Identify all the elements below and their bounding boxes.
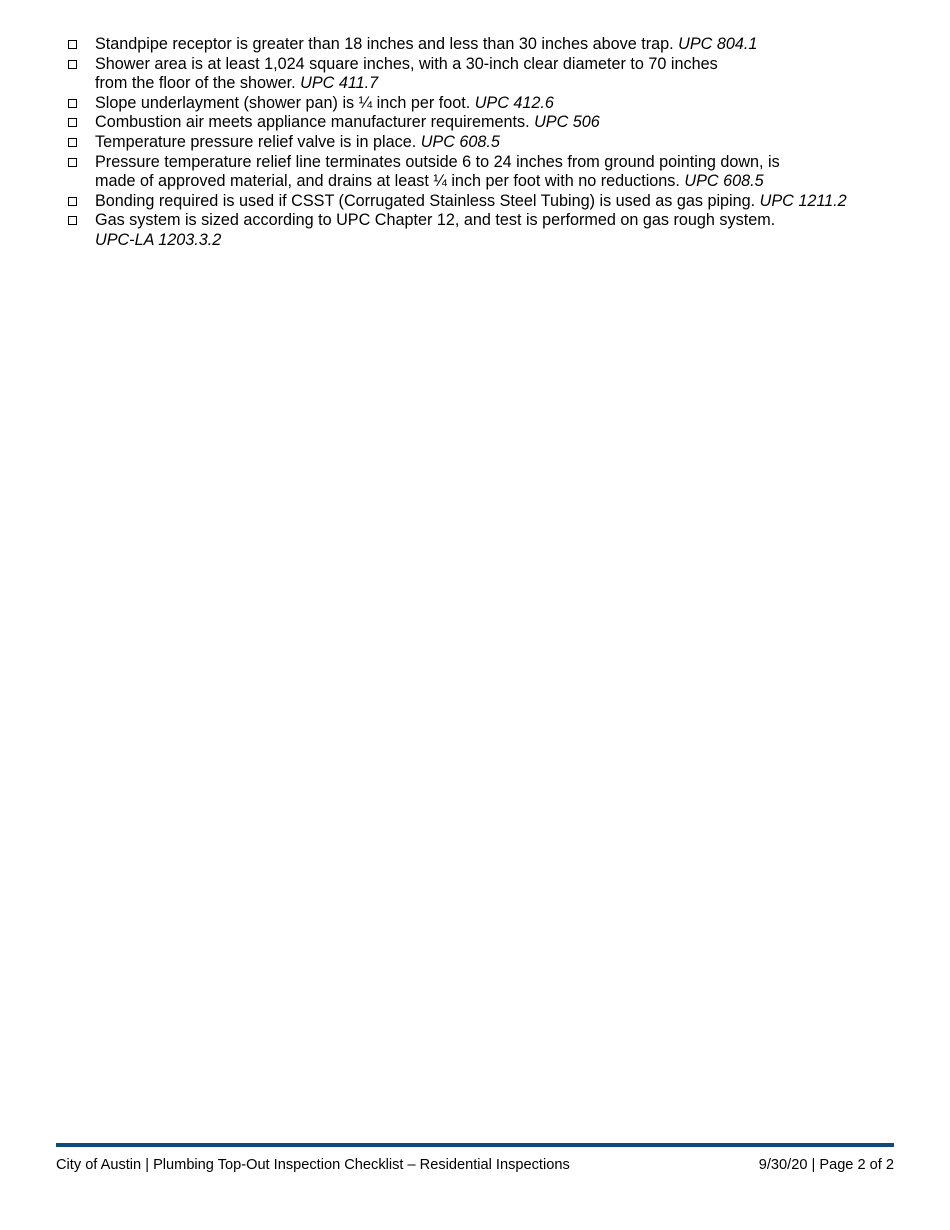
item-text: Bonding required is used if CSST (Corrugated Stainless Steel Tubing) is used as gas piping.: [95, 191, 756, 210]
checklist-item: [66, 211, 906, 250]
item-text: Pressure temperature relief line terminates outside 6 to 24 inches from ground pointing down, is: [95, 152, 780, 171]
checkbox-icon[interactable]: [68, 158, 77, 167]
inspection-checklist: [66, 35, 906, 251]
checkbox-icon[interactable]: [68, 138, 77, 147]
item-line: [95, 94, 906, 114]
item-text: Slope underlayment (shower pan) is ¼ inch per foot.: [95, 93, 471, 112]
checklist-item: [66, 55, 906, 94]
code-citation: UPC 412.6: [474, 93, 554, 112]
item-line: [95, 133, 906, 153]
checkbox-icon[interactable]: [68, 216, 77, 225]
item-text: from the floor of the shower.: [95, 74, 296, 93]
checklist-item: [66, 94, 906, 114]
item-line: [95, 74, 906, 94]
footer-document-title: City of Austin | Plumbing Top-Out Inspection Checklist – Residential Inspections: [56, 1157, 570, 1173]
checklist-item: [66, 35, 906, 55]
code-citation: UPC-LA 1203.3.2: [95, 230, 222, 249]
checkbox-icon[interactable]: [68, 60, 77, 69]
item-line: [95, 192, 906, 212]
checkbox-icon[interactable]: [68, 99, 77, 108]
item-line: [95, 153, 906, 173]
item-line: [95, 113, 906, 133]
code-citation: UPC 608.5: [684, 172, 764, 191]
item-line: [95, 172, 906, 192]
code-citation: UPC 608.5: [420, 132, 500, 151]
item-text: Standpipe receptor is greater than 18 inches and less than 30 inches above trap.: [95, 35, 674, 53]
checklist-item: [66, 153, 906, 192]
checkbox-icon[interactable]: [68, 40, 77, 49]
checklist-item: [66, 133, 906, 153]
footer-divider: [56, 1143, 894, 1147]
item-line: [95, 231, 906, 251]
item-line: [95, 211, 906, 231]
item-text: made of approved material, and drains at least ¼ inch per foot with no reductions.: [95, 172, 680, 191]
code-citation: UPC 411.7: [300, 74, 379, 93]
item-line: [95, 55, 906, 75]
code-citation: UPC 1211.2: [759, 191, 847, 210]
code-citation: UPC 804.1: [678, 35, 758, 53]
checklist-item: [66, 192, 906, 212]
item-line: [95, 35, 906, 55]
checklist-item: [66, 113, 906, 133]
item-text: Shower area is at least 1,024 square inches, with a 30-inch clear diameter to 70 inches: [95, 54, 718, 73]
item-text: Gas system is sized according to UPC Chapter 12, and test is performed on gas rough system.: [95, 211, 776, 230]
item-text: Temperature pressure relief valve is in place.: [95, 132, 417, 151]
code-citation: UPC 506: [534, 113, 600, 132]
item-text: Combustion air meets appliance manufacturer requirements.: [95, 113, 530, 132]
checkbox-icon[interactable]: [68, 197, 77, 206]
footer-date-page: 9/30/20 | Page 2 of 2: [758, 1157, 894, 1173]
checkbox-icon[interactable]: [68, 118, 77, 127]
